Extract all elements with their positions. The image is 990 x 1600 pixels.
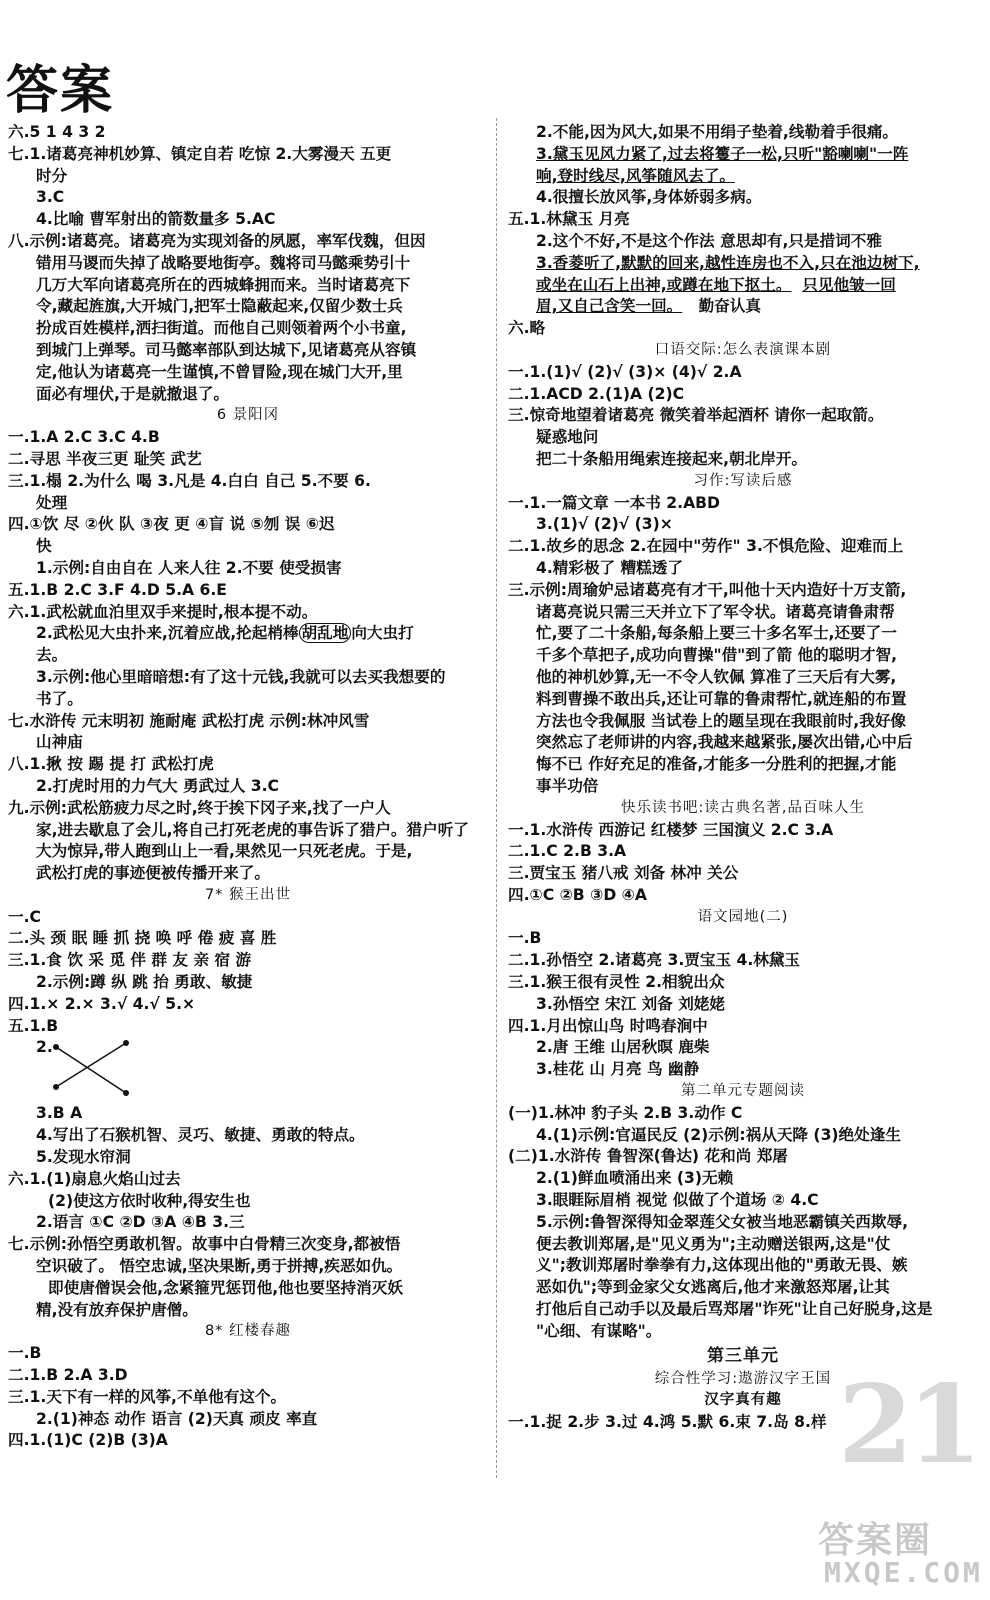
answer-line: 2.不能,因为风大,如果不用绢子垫着,线勒着手很痛。 xyxy=(536,123,899,141)
answer-line: 去。 xyxy=(36,646,68,665)
answer-line: 二.1.B 2.A 3.D xyxy=(8,1366,128,1385)
answer-line: 4.比喻 曹军射出的箭数量多 5.AC xyxy=(36,210,276,229)
answer-line: 处理 xyxy=(36,493,68,512)
underlined-text: 或坐在山石上出神,或蹲在地下抠土。 xyxy=(536,275,792,294)
answer-line: 4.精彩极了 糟糕透了 xyxy=(536,558,683,577)
answer-line: 三.1.猴王很有灵性 2.相貌出众 xyxy=(508,973,725,992)
answer-line: 一.C xyxy=(8,907,41,926)
answer-line: 便去教训郑屠,是"见义勇为";主动赠送银两,这是"仗 xyxy=(536,1234,891,1253)
answer-line: 五.1.B xyxy=(8,1016,59,1035)
match-line xyxy=(56,1043,126,1087)
answer-line: 时分 xyxy=(36,166,68,185)
answer-line: (2)使这方依时收种,得安生也 xyxy=(48,1191,251,1210)
answer-line: 二.1.ACD 2.(1)A (2)C xyxy=(508,384,685,403)
answer-line: 事半功倍 xyxy=(536,776,599,795)
answer-line: 2.(1)神态 动作 语言 (2)天真 顽皮 率直 xyxy=(36,1409,318,1428)
answer-line: 二.1.C 2.B 3.A xyxy=(508,842,627,861)
section-heading-study: 综合性学习:遨游汉字王国 xyxy=(654,1370,832,1387)
answer-line: 八.示例:诸葛亮。诸葛亮为实现刘备的夙愿，率军伐魏，但因 xyxy=(8,231,426,250)
section-heading-8: 8* 红楼春趣 xyxy=(204,1323,292,1340)
answer-line: 五.1.林黛玉 月亮 xyxy=(508,210,630,229)
answer-line xyxy=(508,296,978,318)
answer-line: 精,没有放弃保护唐僧。 xyxy=(36,1300,198,1319)
answer-line: 九.示例:武松筋疲力尽之时,终于挨下冈子来,找了一户人 xyxy=(8,798,391,817)
answer-line: 2.打虎时用的力气大 勇武过人 3.C xyxy=(36,776,279,795)
answer-line: 忙,要了二十条船,每条船上要三十多名军士,还要了一 xyxy=(536,624,897,643)
section-heading-reading: 快乐读书吧:读古典名著,品百味人生 xyxy=(621,799,865,816)
answer-line: 2.这个不好,不是这个作法 意思却有,只是措词不雅 xyxy=(536,231,882,250)
answer-line: (一)1.林冲 豹子头 2.B 3.动作 C xyxy=(508,1103,743,1122)
page-title: 答案 xyxy=(6,60,115,121)
answer-line: 疑惑地问 xyxy=(536,428,599,447)
answer-line: 恶如仇";等到金家父女逃离后,他才来激怒郑屠,让其 xyxy=(536,1278,890,1297)
answer-line: 三.示例:周瑜妒忌诸葛亮有才干,叫他十天内造好十万支箭, xyxy=(508,580,907,599)
answer-line: 书了。 xyxy=(36,689,83,708)
underlined-answer-line: 3.黛玉见风力紧了,过去将籆子一松,只听"豁喇喇"一阵 xyxy=(536,144,909,163)
section-heading-6: 6 景阳冈 xyxy=(216,407,280,424)
answer-line: 四.1.× 2.× 3.√ 4.√ 5.× xyxy=(8,994,196,1013)
answer-line: 一.1.一篇文章 一本书 2.ABD xyxy=(508,493,720,512)
underlined-answer-line: 3.香菱听了,默默的回来,越性连房也不入,只在池边树下, xyxy=(536,253,920,272)
answer-line: 七.1.诸葛亮神机妙算、镇定自若 吃惊 2.大雾漫天 五更 xyxy=(8,144,392,163)
answer-line: 3.眼睚际眉梢 视觉 似做了个道场 ② 4.C xyxy=(536,1191,819,1210)
answer-line: 二.1.孙悟空 2.诸葛亮 3.贾宝玉 4.林黛玉 xyxy=(508,951,801,970)
answer-text: 向大虫打 xyxy=(351,624,414,643)
answer-line: 山神庙 xyxy=(36,733,83,752)
answer-line: 料到曹操不敢出兵,还让可靠的鲁肃帮忙,就连船的布置 xyxy=(536,689,907,708)
answer-line: 扮成百姓模样,洒扫街道。而他自己则领着两个小书童, xyxy=(36,319,407,338)
answer-line: 2.语言 ①C ②D ③A ④B 3.三 xyxy=(36,1213,245,1232)
answer-line: 四.1.月出惊山鸟 时鸣春涧中 xyxy=(508,1016,708,1035)
answer-line: 4.很擅长放风筝,身体娇弱多病。 xyxy=(536,188,762,207)
answer-line: 三.1.榻 2.为什么 喝 3.凡是 4.白白 自己 5.不要 6. xyxy=(8,471,371,490)
answer-line: 一.1.捉 2.步 3.过 4.鸿 5.默 6.束 7.岛 8.样 xyxy=(508,1413,827,1432)
answer-line: (二)1.水浒传 鲁智深(鲁达) 花和尚 郑屠 xyxy=(508,1147,788,1166)
answer-line: 2.示例:蹲 纵 跳 抬 勇敢、敏捷 xyxy=(36,973,253,992)
answer-line: 突然忘了老师讲的内容,我越来越紧张,屡次出错,心中后 xyxy=(536,733,913,752)
answer-line: 错用马谡而失掉了战略要地街亭。魏将司马懿乘势引十 xyxy=(36,253,411,272)
answer-line: 四.①饮 尽 ②伙 队 ③夜 更 ④盲 说 ⑤刎 误 ⑥迟 xyxy=(8,515,335,534)
section-heading-writing: 习作:写读后感 xyxy=(693,472,793,489)
answer-line: 三.1.天下有一样的风筝,不单他有这个。 xyxy=(8,1387,287,1406)
answer-line: 3.C xyxy=(36,188,65,207)
answer-line: 二.1.故乡的思念 2.在园中"劳作" 3.不惧危险、迎难而上 xyxy=(508,537,904,556)
answer-line: 六.1.武松就血泊里双手来提时,根本提不动。 xyxy=(8,602,318,621)
right-column xyxy=(508,122,978,1434)
section-heading-oral: 口语交际:怎么表演课本剧 xyxy=(654,341,832,358)
answer-line: 4.(1)示例:官逼民反 (2)示例:祸从天降 (3)绝处逢生 xyxy=(536,1125,901,1144)
answer-line: 2.唐 王维 山居秋暝 鹿柴 xyxy=(536,1038,710,1057)
section-heading-garden: 语文园地(二) xyxy=(697,908,789,925)
matching-figure xyxy=(8,1037,488,1103)
answer-line: 面必有埋伏,于是就撤退了。 xyxy=(36,384,230,403)
answer-line: 5.发现水帘洞 xyxy=(36,1148,131,1167)
answer-line: 方法也令我佩服 当试卷上的题呈现在我眼前时,我好像 xyxy=(536,711,907,730)
answer-line: 3.桂花 山 月亮 鸟 幽静 xyxy=(536,1060,700,1079)
page-number: 21 xyxy=(838,1362,977,1488)
answer-line: 六.5 1 4 3 2 xyxy=(8,123,106,141)
answer-line: 三.贾宝玉 猪八戒 刘备 林冲 关公 xyxy=(508,864,739,883)
answer-line: 把二十条船用绳索连接起来,朝北岸开。 xyxy=(536,449,808,468)
answer-line: 1.示例:自由自在 人来人往 2.不要 使受损害 xyxy=(36,558,342,577)
answer-line: 5.示例:鲁智深得知金翠莲父女被当地恶霸镇关西欺辱, xyxy=(536,1212,908,1231)
answer-line: 武松打虎的事迹便被传播开来了。 xyxy=(36,864,270,883)
answer-line: 四.①C ②B ③D ④A xyxy=(508,885,647,904)
watermark-logo-text: 答案圈 xyxy=(818,1520,933,1561)
answer-line: 3.孙悟空 宋江 刘备 刘姥姥 xyxy=(536,994,725,1013)
answer-line: 诸葛亮说只需三天并立下了军令状。诸葛亮请鲁肃帮 xyxy=(536,602,895,621)
answer-line: 六.略 xyxy=(508,319,546,338)
answer-line: 即使唐僧误会他,念紧箍咒惩罚他,他也要坚持消灭妖 xyxy=(48,1278,403,1297)
answer-text: 2. xyxy=(36,1038,53,1057)
answer-line xyxy=(8,623,488,645)
circled-word: 胡乱地 xyxy=(299,623,352,643)
answer-line: 一.B xyxy=(508,929,542,948)
answer-line: "心细、有谋略"。 xyxy=(536,1321,662,1340)
answer-line: 3.示例:他心里暗暗想:有了这十元钱,我就可以去买我想要的 xyxy=(36,667,446,686)
answer-line: 一.1.A 2.C 3.C 4.B xyxy=(8,428,160,447)
answer-line: 到城门上弹琴。司马懿率部队到达城下,见诸葛亮从容镇 xyxy=(36,340,417,359)
answer-line: 七.示例:孙悟空勇敢机智。故事中白骨精三次变身,都被悟 xyxy=(8,1235,401,1254)
answer-line: 悔不已 作好充足的准备,才能多一分胜利的把握,才能 xyxy=(536,755,897,774)
answer-line: 他的神机妙算,无一不令人钦佩 算准了三天后有大雾, xyxy=(536,667,897,686)
answer-line: 大为惊异,带人跑到山上一看,果然见一只死老虎。于是, xyxy=(36,842,413,861)
match-line xyxy=(56,1047,126,1093)
underlined-text: 只见他皱一回 xyxy=(802,275,896,294)
underlined-text: 眉,又自己含笑一回。 xyxy=(536,297,683,316)
answer-line: 2.(1)鲜血喷涌出来 (3)无赖 xyxy=(536,1169,734,1188)
answer-line: 四.1.(1)C (2)B (3)A xyxy=(8,1431,168,1450)
answer-text: 勤奋认真 xyxy=(698,297,761,316)
answer-line: 打他后自己动手以及最后骂郑屠"诈死"让自己好脱身,这是 xyxy=(536,1300,933,1319)
section-heading-fun: 汉字真有趣 xyxy=(704,1392,782,1409)
answer-line: 家,进去歇息了会儿,将自己打死老虎的事告诉了猎户。猎户听了 xyxy=(36,820,469,839)
answer-line: 定,他认为诸葛亮一生谨慎,不曾冒险,现在城门大开,里 xyxy=(36,362,403,381)
watermark-url: MXQE.COM xyxy=(824,1556,983,1589)
answer-line: 3.B A xyxy=(36,1104,83,1123)
answer-line: 3.(1)√ (2)√ (3)× xyxy=(536,515,673,534)
answer-line: 空识破了。 悟空忠诚,坚决果断,勇于拼搏,疾恶如仇。 xyxy=(36,1257,403,1276)
answer-line: 千多个草把子,成功向曹操"借"到了箭 他的聪明才智, xyxy=(536,646,897,665)
column-divider xyxy=(496,118,497,1478)
answer-line: 义";教训郑屠时拳拳有力,这体现出他的"勇敢无畏、嫉 xyxy=(536,1256,908,1275)
answer-line: 三.1.食 饮 采 觅 伴 群 友 亲 宿 游 xyxy=(8,951,252,970)
answer-line: 快 xyxy=(36,537,52,556)
left-column xyxy=(8,122,488,1452)
answer-line: 令,藏起旌旗,大开城门,把军士隐蔽起来,仅留少数士兵 xyxy=(36,297,403,316)
answer-line: 八.1.揪 按 踢 提 打 武松打虎 xyxy=(8,755,214,774)
section-heading-unit2-reading: 第二单元专题阅读 xyxy=(681,1083,805,1100)
underlined-answer-line: 响,登时线尽,风筝随风去了。 xyxy=(536,166,735,185)
matching-lines-diagram xyxy=(30,1037,140,1103)
answer-line: 五.1.B 2.C 3.F 4.D 5.A 6.E xyxy=(8,580,227,599)
answer-line: 二.寻思 半夜三更 耻笑 武艺 xyxy=(8,449,202,468)
unit-heading: 第三单元 xyxy=(707,1345,779,1366)
answer-line xyxy=(508,275,978,297)
answer-line: 七.水浒传 元末明初 施耐庵 武松打虎 示例:林冲风雪 xyxy=(8,711,370,730)
answer-line: 二.头 颈 眠 睡 抓 挠 唤 呼 倦 疲 喜 胜 xyxy=(8,929,277,948)
answer-line: 六.1.(1)扇息火焰山过去 xyxy=(8,1169,181,1188)
answer-line: 三.惊奇地望着诸葛亮 微笑着举起酒杯 请你一起取箭。 xyxy=(508,406,884,425)
answer-line: 一.1.水浒传 西游记 红楼梦 三国演义 2.C 3.A xyxy=(508,820,834,839)
section-heading-7: 7* 猴王出世 xyxy=(204,886,292,903)
answer-line: 4.写出了石猴机智、灵巧、敏捷、勇敢的特点。 xyxy=(36,1126,365,1145)
answer-line: 几万大军向诸葛亮所在的西城蜂拥而来。当时诸葛亮下 xyxy=(36,275,411,294)
answer-text: 2.武松见大虫扑来,沉着应战,抡起梢棒 xyxy=(36,624,299,643)
answer-line: 一.B xyxy=(8,1344,42,1363)
answer-line: 一.1.(1)√ (2)√ (3)× (4)√ 2.A xyxy=(508,362,742,381)
